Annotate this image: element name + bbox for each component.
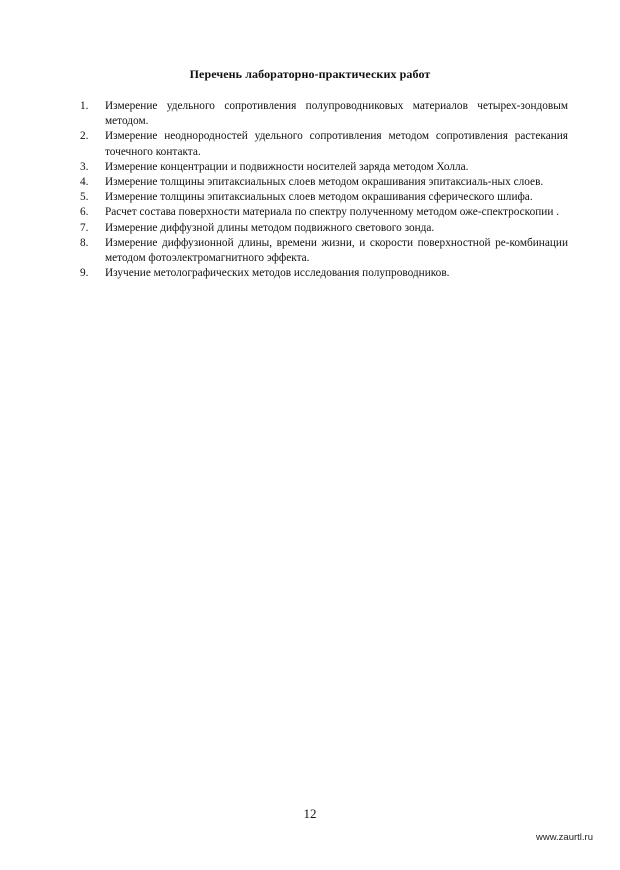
item-text: Расчет состава поверхности материала по спектру полученному методом оже-спектроскопии . xyxy=(105,206,560,219)
item-number: 5. xyxy=(80,191,89,204)
item-number: 4. xyxy=(80,176,89,189)
item-text: Измерение удельного сопротивления полупроводниковых материалов четырех-зондовым методом. xyxy=(105,100,568,128)
list-item xyxy=(76,266,568,281)
list-item xyxy=(76,221,568,236)
item-number: 1. xyxy=(80,100,89,112)
item-text: Измерение толщины эпитаксиальных слоев методом окрашивания эпитаксиаль-ных слоев. xyxy=(105,176,544,189)
list-item xyxy=(76,205,568,220)
item-number: 7. xyxy=(80,221,89,234)
item-text: Измерение диффузной длины методом подвижного светового зонда. xyxy=(105,221,435,234)
site-watermark: www.zaurtl.ru xyxy=(535,832,593,843)
lab-work-list xyxy=(76,99,568,281)
list-item xyxy=(76,236,568,266)
item-text: Измерение толщины эпитаксиальных слоев методом окрашивания сферического шлифа. xyxy=(105,191,533,204)
page-title: Перечень лабораторно-практических работ xyxy=(189,67,431,81)
list-item xyxy=(76,190,568,205)
list-item xyxy=(76,129,568,159)
page-number: 12 xyxy=(303,806,317,821)
item-text: Измерение неоднородностей удельного сопротивления методом сопротивления растекания точечного контакта. xyxy=(105,130,568,158)
item-text: Измерение диффузионной длины, времени жизни, и скорости поверхностной ре-комбинации методом фотоэлектромагнитного эффекта. xyxy=(105,236,568,265)
list-item xyxy=(76,175,568,190)
list-item xyxy=(76,160,568,175)
item-text: Изучение метолографических методов исследования полупроводников. xyxy=(105,267,450,280)
item-text: Измерение концентрации и подвижности носителей заряда методом Холла. xyxy=(105,160,469,173)
item-number: 8. xyxy=(80,236,89,249)
item-number: 2. xyxy=(80,130,89,143)
item-number: 6. xyxy=(80,206,89,219)
list-item xyxy=(76,99,568,129)
item-number: 9. xyxy=(80,267,89,280)
item-number: 3. xyxy=(80,160,89,173)
